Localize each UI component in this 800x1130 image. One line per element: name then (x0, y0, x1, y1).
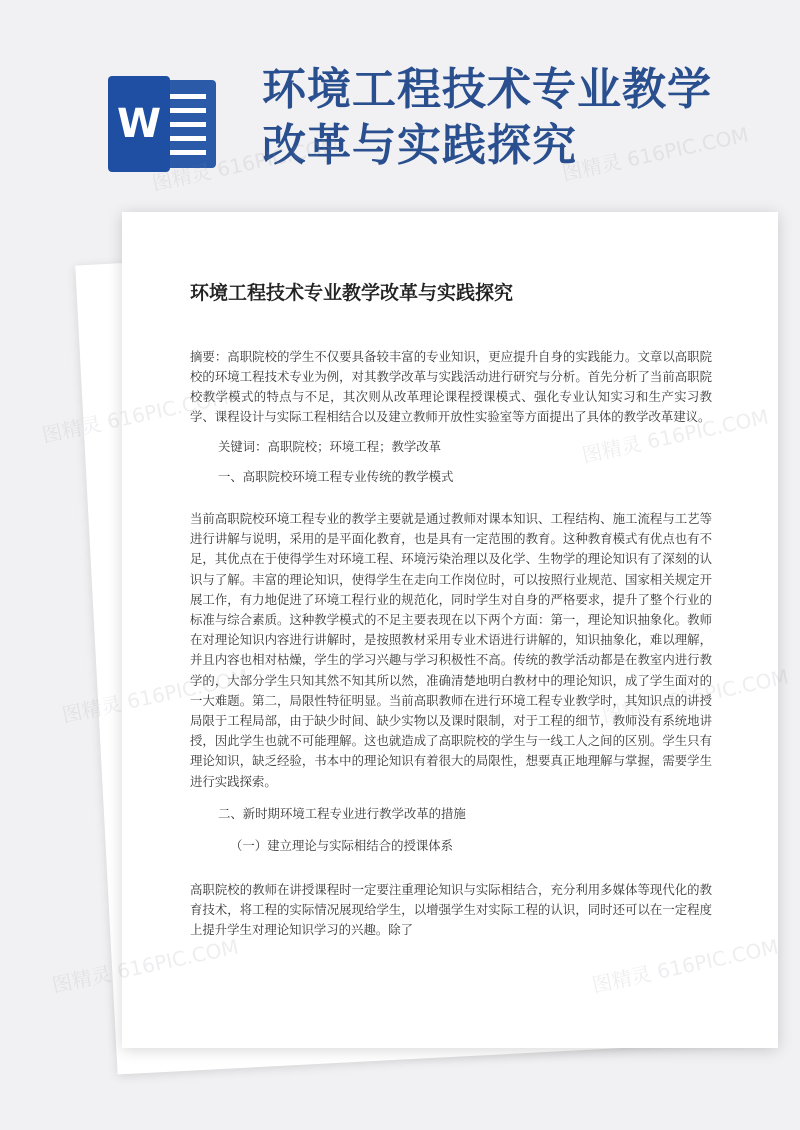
word-document-icon (108, 76, 220, 172)
watermark-text: 图精灵 616PIC.COM (149, 132, 341, 196)
document-content (190, 278, 712, 952)
section-heading-2: 二、新时期环境工程专业进行教学改革的措施 (218, 805, 466, 821)
watermark-text: 图精灵 (49, 961, 114, 998)
watermark-text: 图精灵 616PIC.COM (559, 122, 751, 186)
watermark-text: 图精灵 (39, 411, 104, 448)
abstract-paragraph: 摘要：高职院校的学生不仅要具备较丰富的专业知识，更应提升自身的实践能力。文章以高职院校的环境工程技术专业为例，对其教学改革与实践活动进行研究与分析。首先分析了当前高职院校教学模式的特点与不足，其次则从改革理论课程授课模式、强化专业认知实习和生产实习教学、课程设计与实际工程相结合以及建立教师开放性实验室等方面提出了具体的教学改革建议。 (190, 349, 712, 424)
body-paragraph-1: 当前高职院校环境工程专业的教学主要就是通过教师对课本知识、工程结构、施工流程与工艺等进行讲解与说明，采用的是平面化教育，也是具有一定范围的教育。这种教育模式有优点也有不足，其优点在于使得学生对环境工程、环境污染治理以及化学、生物学的理论知识有了深刻的认识与了解。丰富的理论知识，使得学生在走向工作岗位时，可以按照行业规范、国家相关规定开展工作，有力地促进了环境工程行业的规范化，同时学生对自身的严格要求，提升了整个行业的标准与综合素质。这种教学模式的不足主要表现在以下两个方面：第一，理论知识抽象化。教师在对理论知识内容进行讲解时，是按照教材采用专业术语进行讲解的，知识抽象化，难以理解，并且内容也相对枯燥，学生的学习兴趣与学习积极性不高。传统的教学活动都是在教室内进行教学的，大部分学生只知其然不知其所以然，准确清楚地明白教材中的理论知识，成了学生面对的一大难题。第二，局限性特征明显。当前高职教师在进行环境工程专业教学时，其知识点的讲授局限于工程局部，由于缺少时间、缺少实物以及课时限制，对于工程的细节，教师没有系统地讲授，因此学生也就不可能理解。这也就造成了高职院校的学生与一线工人之间的区别。学生只有理论知识，缺乏经验，书本中的理论知识有着很大的局限性，想要真正地理解与掌握，需要学生进行实践探索。 (190, 511, 712, 789)
banner-title-line-2: 改革与实践探究 (262, 120, 577, 171)
watermark-text: 图精灵 (59, 691, 124, 728)
body-paragraph-2: 高职院校的教师在讲授课程时一定要注重理论知识与实际相结合，充分利用多媒体等现代化的教育技术，将工程的实际情况展现给学生，以增强学生对实际工程的认识，同时还可以在一定程度上提升学生对理论知识学习的兴趣。除了 (190, 881, 712, 938)
document-title: 环境工程技术专业教学改革与实践探究 (190, 282, 514, 304)
section-heading-1: 一、高职院校环境工程专业传统的教学模式 (218, 469, 454, 484)
word-icon-badge: W (108, 76, 170, 172)
banner-title (262, 62, 732, 174)
keywords-line: 关键词：高职院校；环境工程；教学改革 (218, 439, 442, 454)
subsection-heading-1: （一）建立理论与实际相结合的授课体系 (230, 837, 454, 853)
document-page (122, 212, 778, 1048)
banner (0, 0, 800, 200)
banner-title-line-1: 环境工程技术专业教学 (262, 64, 712, 115)
